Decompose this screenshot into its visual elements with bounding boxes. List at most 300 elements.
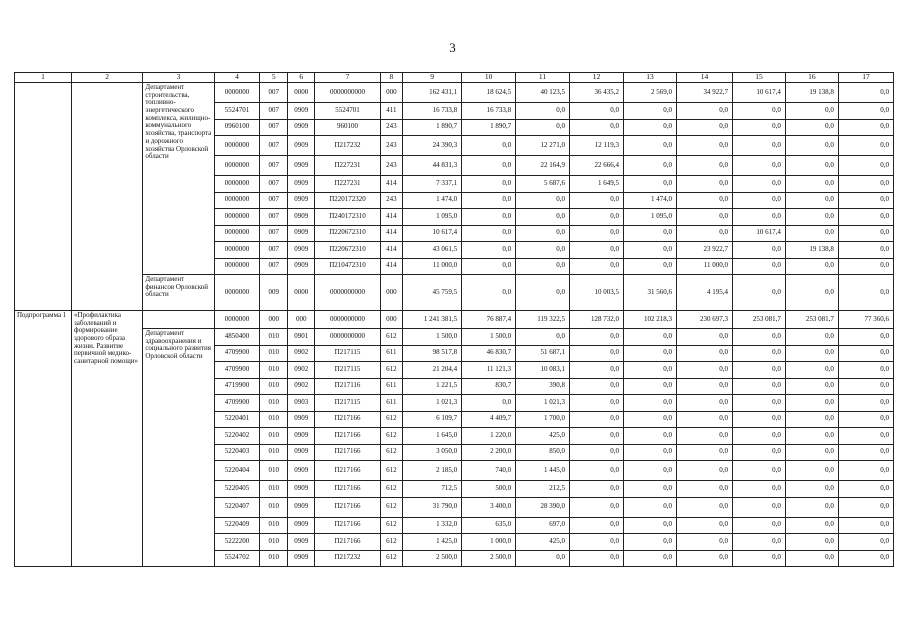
column-header: 14 bbox=[676, 73, 732, 83]
header-row bbox=[15, 73, 894, 83]
amount-cell: 0,0 bbox=[676, 411, 732, 428]
amount-cell: 0,0 bbox=[676, 103, 732, 120]
amount-cell: 2 185,0 bbox=[403, 461, 462, 481]
program-title-cell bbox=[72, 83, 143, 311]
amount-cell: 0,0 bbox=[516, 103, 570, 120]
code-cell: 0909 bbox=[287, 119, 315, 136]
amount-cell: 0,0 bbox=[732, 517, 785, 534]
code-cell: П217166 bbox=[315, 497, 380, 517]
amount-cell: 98 517,8 bbox=[403, 345, 462, 362]
code-cell: 0909 bbox=[287, 428, 315, 445]
code-cell: 4709900 bbox=[214, 395, 260, 412]
amount-cell: 0,0 bbox=[462, 258, 516, 275]
amount-cell: 51 687,1 bbox=[516, 345, 570, 362]
code-cell: 000 bbox=[380, 83, 402, 103]
code-cell: 5220401 bbox=[214, 411, 260, 428]
amount-cell: 2 500,0 bbox=[462, 550, 516, 567]
amount-cell: 0,0 bbox=[676, 156, 732, 176]
code-cell: 007 bbox=[260, 103, 288, 120]
amount-cell: 212,5 bbox=[516, 481, 570, 498]
amount-cell: 0,0 bbox=[624, 444, 677, 461]
amount-cell: 0,0 bbox=[624, 225, 677, 242]
code-cell: 5524701 bbox=[214, 103, 260, 120]
code-cell: 243 bbox=[380, 192, 402, 209]
code-cell: 0909 bbox=[287, 242, 315, 259]
code-cell: 007 bbox=[260, 192, 288, 209]
amount-cell: 0,0 bbox=[570, 481, 624, 498]
code-cell: 007 bbox=[260, 258, 288, 275]
code-cell: 0000000 bbox=[214, 156, 260, 176]
code-cell: 4709900 bbox=[214, 345, 260, 362]
amount-cell: 0,0 bbox=[732, 258, 785, 275]
table-row bbox=[15, 275, 894, 311]
code-cell: 0909 bbox=[287, 103, 315, 120]
amount-cell: 0,0 bbox=[785, 225, 838, 242]
amount-cell: 18 624,5 bbox=[462, 83, 516, 103]
code-cell: 414 bbox=[380, 209, 402, 226]
amount-cell: 850,0 bbox=[516, 444, 570, 461]
amount-cell: 0,0 bbox=[838, 119, 893, 136]
amount-cell: 0,0 bbox=[570, 517, 624, 534]
amount-cell: 24 390,3 bbox=[403, 136, 462, 156]
table-row bbox=[15, 311, 894, 329]
code-cell: 010 bbox=[260, 362, 288, 379]
amount-cell: 0,0 bbox=[570, 550, 624, 567]
code-cell: 5220404 bbox=[214, 461, 260, 481]
code-cell: П217166 bbox=[315, 481, 380, 498]
amount-cell: 1 332,0 bbox=[403, 517, 462, 534]
amount-cell: 0,0 bbox=[516, 209, 570, 226]
amount-cell: 43 061,5 bbox=[403, 242, 462, 259]
code-cell: П217115 bbox=[315, 345, 380, 362]
code-cell: 612 bbox=[380, 550, 402, 567]
code-cell: 0909 bbox=[287, 481, 315, 498]
amount-cell: 0,0 bbox=[676, 534, 732, 551]
amount-cell: 76 887,4 bbox=[462, 311, 516, 329]
amount-cell: 0,0 bbox=[785, 517, 838, 534]
amount-cell: 0,0 bbox=[462, 136, 516, 156]
amount-cell: 3 400,0 bbox=[462, 497, 516, 517]
amount-cell: 0,0 bbox=[624, 517, 677, 534]
amount-cell: 0,0 bbox=[732, 103, 785, 120]
amount-cell: 0,0 bbox=[676, 362, 732, 379]
code-cell: 414 bbox=[380, 176, 402, 193]
amount-cell: 0,0 bbox=[676, 461, 732, 481]
amount-cell: 0,0 bbox=[676, 209, 732, 226]
amount-cell: 0,0 bbox=[570, 444, 624, 461]
code-cell: 4709900 bbox=[214, 362, 260, 379]
amount-cell: 0,0 bbox=[676, 444, 732, 461]
amount-cell: 1 474,0 bbox=[624, 192, 677, 209]
amount-cell: 0,0 bbox=[732, 411, 785, 428]
amount-cell: 46 830,7 bbox=[462, 345, 516, 362]
code-cell: 414 bbox=[380, 242, 402, 259]
code-cell: П217166 bbox=[315, 517, 380, 534]
amount-cell: 1 220,0 bbox=[462, 428, 516, 445]
amount-cell: 0,0 bbox=[676, 481, 732, 498]
column-header: 5 bbox=[260, 73, 288, 83]
amount-cell: 0,0 bbox=[570, 192, 624, 209]
amount-cell: 0,0 bbox=[838, 428, 893, 445]
amount-cell: 0,0 bbox=[676, 136, 732, 156]
amount-cell: 0,0 bbox=[838, 345, 893, 362]
code-cell: П217166 bbox=[315, 461, 380, 481]
amount-cell: 31 560,6 bbox=[624, 275, 677, 311]
code-cell: 414 bbox=[380, 225, 402, 242]
column-header: 4 bbox=[214, 73, 260, 83]
code-cell: 009 bbox=[260, 275, 288, 311]
amount-cell: 1 500,0 bbox=[403, 329, 462, 346]
code-cell: 010 bbox=[260, 534, 288, 551]
code-cell: 000 bbox=[380, 311, 402, 329]
amount-cell: 0,0 bbox=[624, 395, 677, 412]
column-header: 15 bbox=[732, 73, 785, 83]
code-cell: П217115 bbox=[315, 362, 380, 379]
column-header: 3 bbox=[143, 73, 214, 83]
amount-cell: 0,0 bbox=[624, 242, 677, 259]
amount-cell: 0,0 bbox=[838, 103, 893, 120]
code-cell: П220672310 bbox=[315, 242, 380, 259]
amount-cell: 0,0 bbox=[676, 395, 732, 412]
code-cell: 0000000000 bbox=[315, 83, 380, 103]
code-cell: 243 bbox=[380, 119, 402, 136]
code-cell: П220672310 bbox=[315, 225, 380, 242]
amount-cell: 1 021,3 bbox=[403, 395, 462, 412]
amount-cell: 0,0 bbox=[570, 119, 624, 136]
amount-cell: 0,0 bbox=[732, 329, 785, 346]
amount-cell: 0,0 bbox=[624, 176, 677, 193]
amount-cell: 0,0 bbox=[570, 497, 624, 517]
amount-cell: 0,0 bbox=[785, 209, 838, 226]
amount-cell: 0,0 bbox=[676, 225, 732, 242]
amount-cell: 1 890,7 bbox=[403, 119, 462, 136]
table-row bbox=[15, 329, 894, 346]
amount-cell: 0,0 bbox=[570, 329, 624, 346]
amount-cell: 19 138,8 bbox=[785, 242, 838, 259]
amount-cell: 10 003,5 bbox=[570, 275, 624, 311]
amount-cell: 0,0 bbox=[785, 378, 838, 395]
code-cell: 612 bbox=[380, 497, 402, 517]
amount-cell: 0,0 bbox=[838, 461, 893, 481]
code-cell: 010 bbox=[260, 481, 288, 498]
amount-cell: 0,0 bbox=[516, 275, 570, 311]
amount-cell: 4 195,4 bbox=[676, 275, 732, 311]
amount-cell: 0,0 bbox=[462, 192, 516, 209]
amount-cell: 10 617,4 bbox=[732, 225, 785, 242]
table-row bbox=[15, 83, 894, 103]
amount-cell: 0,0 bbox=[732, 242, 785, 259]
amount-cell: 0,0 bbox=[838, 209, 893, 226]
code-cell: 612 bbox=[380, 411, 402, 428]
amount-cell: 1 445,0 bbox=[516, 461, 570, 481]
amount-cell: 0,0 bbox=[732, 497, 785, 517]
amount-cell: 0,0 bbox=[570, 242, 624, 259]
amount-cell: 0,0 bbox=[838, 517, 893, 534]
code-cell: 010 bbox=[260, 411, 288, 428]
amount-cell: 253 081,7 bbox=[785, 311, 838, 329]
amount-cell: 0,0 bbox=[462, 242, 516, 259]
amount-cell: 2 200,0 bbox=[462, 444, 516, 461]
amount-cell: 21 204,4 bbox=[403, 362, 462, 379]
code-cell: 612 bbox=[380, 428, 402, 445]
amount-cell: 1 221,5 bbox=[403, 378, 462, 395]
code-cell: 612 bbox=[380, 517, 402, 534]
amount-cell: 0,0 bbox=[624, 258, 677, 275]
code-cell: П217166 bbox=[315, 444, 380, 461]
amount-cell: 0,0 bbox=[785, 258, 838, 275]
code-cell: 612 bbox=[380, 461, 402, 481]
column-header: 16 bbox=[785, 73, 838, 83]
department-cell bbox=[143, 311, 214, 329]
amount-cell: 0,0 bbox=[785, 481, 838, 498]
amount-cell: 0,0 bbox=[624, 481, 677, 498]
amount-cell: 0,0 bbox=[785, 156, 838, 176]
amount-cell: 1 000,0 bbox=[462, 534, 516, 551]
amount-cell: 0,0 bbox=[516, 258, 570, 275]
amount-cell: 22 666,4 bbox=[570, 156, 624, 176]
code-cell: 5222200 bbox=[214, 534, 260, 551]
amount-cell: 0,0 bbox=[570, 378, 624, 395]
amount-cell: 0,0 bbox=[732, 534, 785, 551]
code-cell: 007 bbox=[260, 225, 288, 242]
code-cell: 611 bbox=[380, 378, 402, 395]
amount-cell: 0,0 bbox=[624, 461, 677, 481]
amount-cell: 1 649,5 bbox=[570, 176, 624, 193]
code-cell: П217116 bbox=[315, 378, 380, 395]
amount-cell: 19 138,8 bbox=[785, 83, 838, 103]
code-cell: 0000 bbox=[287, 83, 315, 103]
amount-cell: 0,0 bbox=[732, 428, 785, 445]
amount-cell: 7 337,1 bbox=[403, 176, 462, 193]
amount-cell: 1 241 381,5 bbox=[403, 311, 462, 329]
amount-cell: 2 569,0 bbox=[624, 83, 677, 103]
code-cell: 5220402 bbox=[214, 428, 260, 445]
code-cell: 0000000000 bbox=[315, 311, 380, 329]
amount-cell: 0,0 bbox=[570, 258, 624, 275]
code-cell: 612 bbox=[380, 329, 402, 346]
code-cell: 0909 bbox=[287, 444, 315, 461]
column-header: 2 bbox=[72, 73, 143, 83]
amount-cell: 0,0 bbox=[624, 497, 677, 517]
code-cell: 612 bbox=[380, 362, 402, 379]
amount-cell: 0,0 bbox=[838, 362, 893, 379]
code-cell: 0909 bbox=[287, 411, 315, 428]
amount-cell: 10 083,1 bbox=[516, 362, 570, 379]
amount-cell: 0,0 bbox=[785, 534, 838, 551]
amount-cell: 0,0 bbox=[462, 275, 516, 311]
amount-cell: 1 890,7 bbox=[462, 119, 516, 136]
amount-cell: 10 617,4 bbox=[403, 225, 462, 242]
amount-cell: 253 081,7 bbox=[732, 311, 785, 329]
amount-cell: 0,0 bbox=[570, 534, 624, 551]
amount-cell: 712,5 bbox=[403, 481, 462, 498]
amount-cell: 31 790,0 bbox=[403, 497, 462, 517]
amount-cell: 0,0 bbox=[676, 378, 732, 395]
amount-cell: 0,0 bbox=[732, 192, 785, 209]
amount-cell: 3 050,0 bbox=[403, 444, 462, 461]
amount-cell: 0,0 bbox=[676, 517, 732, 534]
amount-cell: 0,0 bbox=[624, 136, 677, 156]
amount-cell: 1 095,0 bbox=[403, 209, 462, 226]
amount-cell: 11 121,3 bbox=[462, 362, 516, 379]
amount-cell: 0,0 bbox=[624, 329, 677, 346]
code-cell: 010 bbox=[260, 329, 288, 346]
amount-cell: 0,0 bbox=[676, 176, 732, 193]
code-cell: 0909 bbox=[287, 534, 315, 551]
amount-cell: 0,0 bbox=[676, 345, 732, 362]
amount-cell: 0,0 bbox=[838, 225, 893, 242]
amount-cell: 0,0 bbox=[838, 329, 893, 346]
amount-cell: 0,0 bbox=[676, 329, 732, 346]
code-cell: 611 bbox=[380, 395, 402, 412]
column-header: 6 bbox=[287, 73, 315, 83]
code-cell: 0000000 bbox=[214, 225, 260, 242]
code-cell: 5524702 bbox=[214, 550, 260, 567]
amount-cell: 0,0 bbox=[570, 395, 624, 412]
amount-cell: 0,0 bbox=[785, 119, 838, 136]
code-cell: П240172310 bbox=[315, 209, 380, 226]
department-cell: Департамент финансов Орловской области bbox=[143, 275, 214, 311]
amount-cell: 77 360,6 bbox=[838, 311, 893, 329]
amount-cell: 0,0 bbox=[838, 136, 893, 156]
column-header: 1 bbox=[15, 73, 72, 83]
amount-cell: 0,0 bbox=[838, 156, 893, 176]
code-cell: 0902 bbox=[287, 362, 315, 379]
code-cell: 007 bbox=[260, 156, 288, 176]
code-cell: 010 bbox=[260, 461, 288, 481]
amount-cell: 22 164,9 bbox=[516, 156, 570, 176]
code-cell: 000 bbox=[287, 311, 315, 329]
amount-cell: 16 733,8 bbox=[403, 103, 462, 120]
column-header: 8 bbox=[380, 73, 402, 83]
code-cell: 0000000 bbox=[214, 275, 260, 311]
code-cell: П227231 bbox=[315, 176, 380, 193]
code-cell: 411 bbox=[380, 103, 402, 120]
column-header: 12 bbox=[570, 73, 624, 83]
code-cell: 0000000 bbox=[214, 192, 260, 209]
code-cell: 4719900 bbox=[214, 378, 260, 395]
amount-cell: 0,0 bbox=[838, 395, 893, 412]
amount-cell: 0,0 bbox=[732, 461, 785, 481]
amount-cell: 0,0 bbox=[624, 534, 677, 551]
code-cell: 0909 bbox=[287, 156, 315, 176]
code-cell: 0903 bbox=[287, 395, 315, 412]
amount-cell: 425,0 bbox=[516, 534, 570, 551]
amount-cell: 0,0 bbox=[676, 192, 732, 209]
amount-cell: 0,0 bbox=[838, 176, 893, 193]
amount-cell: 0,0 bbox=[785, 362, 838, 379]
amount-cell: 0,0 bbox=[785, 176, 838, 193]
budget-table bbox=[14, 72, 894, 567]
code-cell: 007 bbox=[260, 176, 288, 193]
code-cell: 243 bbox=[380, 156, 402, 176]
amount-cell: 0,0 bbox=[838, 411, 893, 428]
amount-cell: 0,0 bbox=[624, 378, 677, 395]
code-cell: 0909 bbox=[287, 258, 315, 275]
amount-cell: 0,0 bbox=[676, 497, 732, 517]
amount-cell: 0,0 bbox=[570, 345, 624, 362]
amount-cell: 0,0 bbox=[732, 362, 785, 379]
amount-cell: 162 431,1 bbox=[403, 83, 462, 103]
amount-cell: 0,0 bbox=[732, 136, 785, 156]
code-cell: П210472310 bbox=[315, 258, 380, 275]
amount-cell: 0,0 bbox=[516, 242, 570, 259]
amount-cell: 0,0 bbox=[462, 395, 516, 412]
column-header: 11 bbox=[516, 73, 570, 83]
amount-cell: 0,0 bbox=[785, 461, 838, 481]
amount-cell: 0,0 bbox=[516, 329, 570, 346]
amount-cell: 0,0 bbox=[570, 209, 624, 226]
amount-cell: 0,0 bbox=[838, 497, 893, 517]
program-cell bbox=[15, 83, 72, 311]
code-cell: 612 bbox=[380, 481, 402, 498]
amount-cell: 0,0 bbox=[676, 119, 732, 136]
amount-cell: 0,0 bbox=[838, 534, 893, 551]
code-cell: 007 bbox=[260, 136, 288, 156]
amount-cell: 119 322,5 bbox=[516, 311, 570, 329]
code-cell: 0960100 bbox=[214, 119, 260, 136]
code-cell: 010 bbox=[260, 395, 288, 412]
amount-cell: 500,0 bbox=[462, 481, 516, 498]
amount-cell: 12 119,3 bbox=[570, 136, 624, 156]
code-cell: 0000 bbox=[287, 275, 315, 311]
code-cell: 243 bbox=[380, 136, 402, 156]
amount-cell: 0,0 bbox=[676, 550, 732, 567]
amount-cell: 0,0 bbox=[785, 411, 838, 428]
code-cell: 0909 bbox=[287, 517, 315, 534]
amount-cell: 0,0 bbox=[732, 209, 785, 226]
amount-cell: 0,0 bbox=[462, 225, 516, 242]
code-cell: 010 bbox=[260, 517, 288, 534]
amount-cell: 0,0 bbox=[838, 83, 893, 103]
code-cell: 007 bbox=[260, 242, 288, 259]
amount-cell: 0,0 bbox=[570, 362, 624, 379]
amount-cell: 6 109,7 bbox=[403, 411, 462, 428]
amount-cell: 390,8 bbox=[516, 378, 570, 395]
amount-cell: 0,0 bbox=[838, 275, 893, 311]
code-cell: 0909 bbox=[287, 550, 315, 567]
column-header: 7 bbox=[315, 73, 380, 83]
amount-cell: 0,0 bbox=[732, 550, 785, 567]
amount-cell: 0,0 bbox=[785, 103, 838, 120]
amount-cell: 0,0 bbox=[785, 275, 838, 311]
amount-cell: 0,0 bbox=[624, 428, 677, 445]
amount-cell: 0,0 bbox=[462, 156, 516, 176]
amount-cell: 0,0 bbox=[732, 345, 785, 362]
code-cell: 612 bbox=[380, 534, 402, 551]
code-cell: 0000000 bbox=[214, 83, 260, 103]
amount-cell: 0,0 bbox=[732, 481, 785, 498]
amount-cell: 0,0 bbox=[516, 192, 570, 209]
amount-cell: 0,0 bbox=[624, 345, 677, 362]
amount-cell: 0,0 bbox=[462, 176, 516, 193]
amount-cell: 10 617,4 bbox=[732, 83, 785, 103]
amount-cell: 0,0 bbox=[570, 428, 624, 445]
code-cell: 010 bbox=[260, 550, 288, 567]
code-cell: П217166 bbox=[315, 428, 380, 445]
amount-cell: 0,0 bbox=[785, 136, 838, 156]
amount-cell: 1 500,0 bbox=[462, 329, 516, 346]
amount-cell: 0,0 bbox=[624, 550, 677, 567]
amount-cell: 102 218,3 bbox=[624, 311, 677, 329]
code-cell: 5220405 bbox=[214, 481, 260, 498]
column-header: 17 bbox=[838, 73, 893, 83]
code-cell: 611 bbox=[380, 345, 402, 362]
code-cell: П227231 bbox=[315, 156, 380, 176]
amount-cell: 45 759,5 bbox=[403, 275, 462, 311]
amount-cell: 0,0 bbox=[732, 176, 785, 193]
amount-cell: 0,0 bbox=[624, 119, 677, 136]
